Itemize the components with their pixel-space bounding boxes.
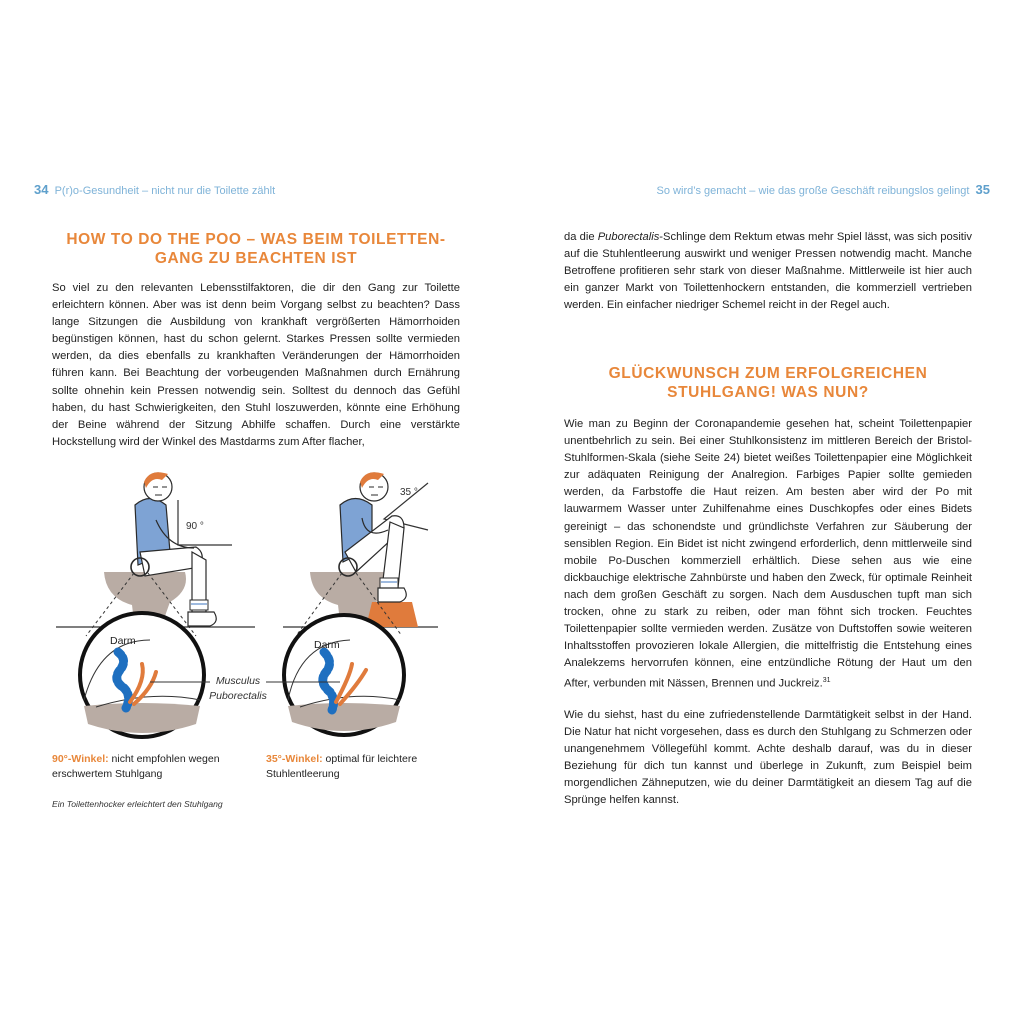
heading-line-1: GLÜCKWUNSCH ZUM ERFOLGREICHEN — [608, 365, 928, 382]
footnote-ref: 31 — [822, 677, 831, 685]
caption-35 — [266, 752, 456, 781]
figure-35-degree — [284, 472, 428, 735]
paragraph-1-text: Wie man zu Beginn der Coronapandemie gesehen hat, scheint Toilettenpapier unentbehrlich zu sein. Bei einer Stuhlkonsistenz im mittleren Bereich der Bristol-Stuhlformen-Skala (siehe Seite 24) bietet weißes Toilettenpapier eine Möglichkeit zur adäquaten Reinigung der Analregion. Farbiges Papier sollte gemieden werden, da Farbstoffe die Haut reizen. Am besten aber wird der Po mit lauwarmem Wasser unter Zuhilfenahme eines Duschkopfes oder eines Bidets gereinigt – das schonendste und gründlichste Verfahren zur Säuberung der sensiblen Region. Ein Bidet ist nicht zwingend erforderlich, denn mittlerweile sind mobile Po-Duschen kommerziell erhältlich. Diese sehen aus wie eine dickbauchige elektrische Zahnbürste und haben den Zweck, für optimale Reinheit nach dem großen Geschäft zu sorgen. Nach dem Ausduschen tupft man sich trocken, ohne zu stark zu reiben, oder man föhnt sich trocken. Feuchtes Toilettenpapier sollte vermieden werden. Zusätze von Duftstoffen sowie weiteren Inhaltsstoffen provozieren lokale Allergien, die mittelfristig die Entstehung eines Analekzems hervorrufen können, eine entzündliche Rötung der Haut um den After, verbunden mit Nässen, Brennen und Juckreiz. — [564, 418, 972, 691]
continuation-post: -Schlinge dem Rektum etwas mehr Spiel lässt, was sich positiv auf die Stuhlentleerung auswirkt und weniger Pressen notwendig macht. Manche Betroffene profitieren sehr stark von dieser Maßnahme. Mittlerweile ist hier auch ein ganzer Markt von Toilettenhockern entstanden, die kommerziell vertrieben werden. Ein einfacher niedriger Schemel reicht in der Regel auch. — [564, 231, 972, 312]
continuation-pre: da die — [564, 231, 598, 243]
muscle-label-line-2: Puborectalis — [209, 690, 267, 702]
muscle-label-line-1: Musculus — [215, 675, 261, 687]
page-number: 34 — [34, 182, 49, 197]
paragraph: So viel zu den relevanten Lebensstilfaktoren, die dir den Gang zur Toilette erleichtern können. Aber was ist denn beim Vorgang selbst zu beachten? Dass lange Sitzungen die Ausbildung von krankhaft vergrößerten Hämorrhoiden begünstigen können, hast du schon gelernt. Starkes Pressen sollte vermieden werden, da dies ebenfalls zu krankhaften Veränderungen der Hämorrhoiden führen kann. Bei Beachtung der vorbeugenden Maßnahmen durch Ernährung sollte ohnehin kein Pressen notwendig sein. Solltest du dennoch das Gefühl haben, du hast Schwierigkeiten, den Stuhl loszuwerden, könnte eine Erhöhung der Beine während der Sitzung Abhilfe schaffen. Durch eine verstärkte Hockstellung wird der Winkel des Mastdarms zum After flacher, — [52, 282, 460, 448]
body-text-2 — [564, 707, 972, 810]
paragraph-2: Wie du siehst, hast du eine zufriedenstellende Darmtätigkeit selbst in der Hand. Die Natur hat nicht vorgesehen, dass es durch den Stuhlgang zu Schmerzen oder unangenehmem Völlegefühl kommt. Achte deshalb darauf, was du in dieser Beziehung für dich tun kannst und überlege in Zukunft, zum Beispiel beim morgendlichen Zähneputzen, wie du deiner Darmtätigkeit an diesem Tag auf die Sprünge helfen kannst. — [564, 709, 972, 807]
continuation-text — [564, 229, 972, 314]
section-heading — [552, 364, 984, 402]
running-head-text: P(r)o-Gesundheit – nicht nur die Toilette zählt — [54, 185, 276, 197]
caption-90 — [52, 752, 252, 781]
darm-label-left: Darm — [110, 635, 136, 647]
caption-90-text: nicht empfohlen wegen erschwertem Stuhlgang — [52, 753, 220, 780]
caption-35-text: optimal für leichtere Stuhlentleerung — [266, 753, 418, 780]
right-page — [512, 0, 1024, 1024]
page-number: 35 — [975, 182, 990, 197]
continuation-emphasis: Puborectalis — [597, 231, 660, 243]
angle-label-90: 90 ° — [186, 521, 204, 532]
body-text — [564, 416, 972, 693]
darm-label-right: Darm — [314, 639, 340, 651]
heading-line-1: HOW TO DO THE POO – WAS BEIM TOILETTEN- — [66, 231, 446, 248]
paragraph-1 — [564, 416, 972, 693]
figure-caption: Ein Toilettenhocker erleichtert den Stuhlgang — [52, 799, 223, 809]
caption-35-label: 35°-Winkel: — [266, 753, 323, 765]
heading-line-2: GANG ZU BEACHTEN IST — [154, 250, 358, 267]
caption-90-label: 90°-Winkel: — [52, 753, 109, 765]
running-head-right — [657, 182, 990, 197]
running-head-text: So wird’s gemacht – wie das große Geschäft reibungslos gelingt — [656, 185, 970, 197]
angle-label-35: 35 ° — [400, 487, 418, 498]
heading-line-2: STUHLGANG! WAS NUN? — [667, 384, 869, 401]
